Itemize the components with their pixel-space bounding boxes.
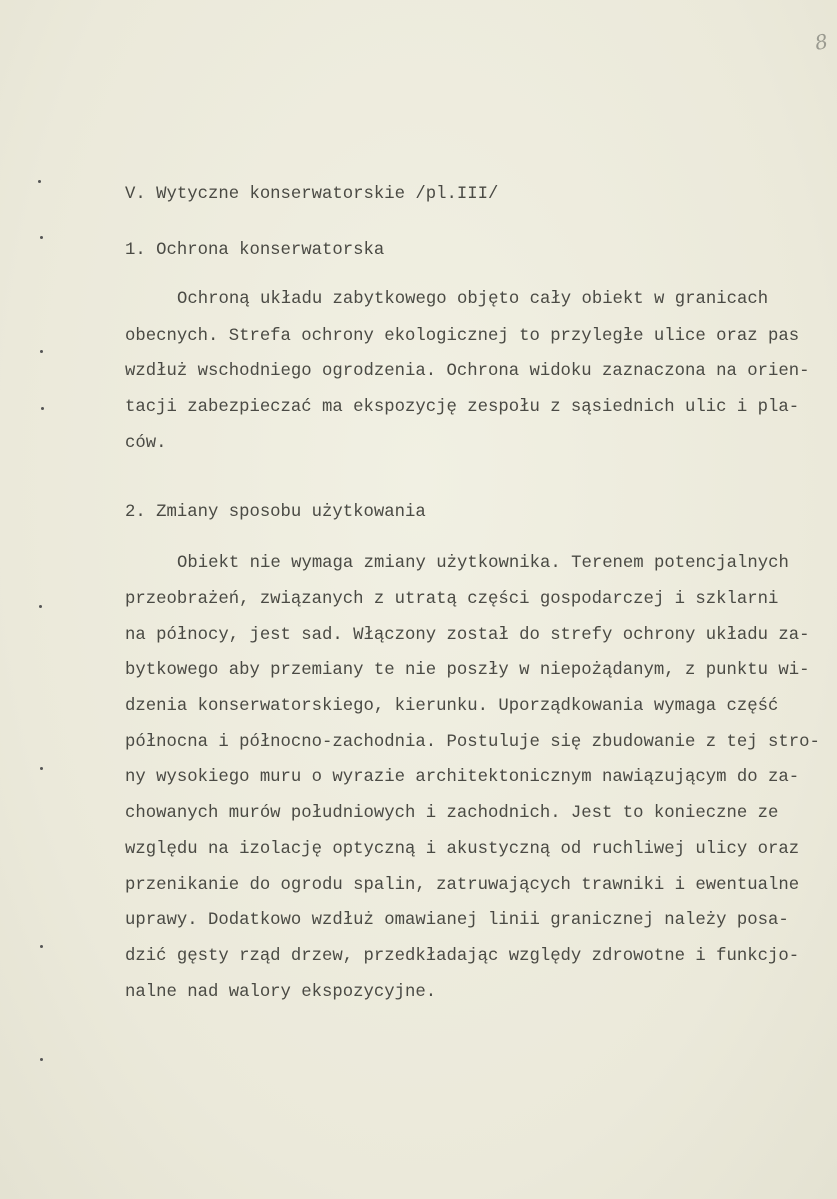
text-line: uprawy. Dodatkowo wzdłuż omawianej linii granicznej należy posa-: [125, 911, 789, 930]
text-line: północna i północno-zachodnia. Postuluje się zbudowanie z tej stro-: [125, 733, 820, 752]
margin-mark: [40, 350, 43, 353]
text-line: Ochroną układu zabytkowego objęto cały obiekt w granicach: [177, 290, 769, 309]
section-title: 2. Zmiany sposobu użytkowania: [125, 503, 426, 522]
margin-mark: [38, 180, 41, 183]
text-line: tacji zabezpieczać ma ekspozycję zespołu z sąsiednich ulic i pla-: [125, 398, 800, 417]
text-line: dzić gęsty rząd drzew, przedkładając względy zdrowotne i funkcjo-: [125, 947, 800, 966]
text-line: wzdłuż wschodniego ogrodzenia. Ochrona widoku zaznaczona na orien-: [125, 362, 810, 381]
margin-mark: [41, 407, 44, 410]
text-line: przenikanie do ogrodu spalin, zatruwających trawniki i ewentualne: [125, 876, 800, 895]
text-line: chowanych murów południowych i zachodnich. Jest to konieczne ze: [125, 804, 779, 823]
margin-mark: [40, 1058, 43, 1061]
margin-mark: [40, 767, 43, 770]
page-number: 8: [813, 29, 830, 55]
text-line: przeobrażeń, związanych z utratą części gospodarczej i szklarni: [125, 590, 779, 609]
margin-mark: [39, 605, 42, 608]
text-line: Obiekt nie wymaga zmiany użytkownika. Terenem potencjalnych: [177, 554, 789, 573]
text-line: ców.: [125, 434, 167, 453]
margin-mark: [40, 236, 43, 239]
text-line: nalne nad walory ekspozycyjne.: [125, 983, 437, 1002]
text-line: na północy, jest sad. Włączony został do strefy ochrony układu za-: [125, 626, 810, 645]
document-heading: V. Wytyczne konserwatorskie /pl.III/: [125, 185, 499, 204]
text-line: bytkowego aby przemiany te nie poszły w niepożądanym, z punktu wi-: [125, 661, 810, 680]
text-line: ny wysokiego muru o wyrazie architektonicznym nawiązującym do za-: [125, 768, 800, 787]
text-line: dzenia konserwatorskiego, kierunku. Uporządkowania wymaga część: [125, 697, 779, 716]
text-line: obecnych. Strefa ochrony ekologicznej to przyległe ulice oraz pas: [125, 327, 800, 346]
section-title: 1. Ochrona konserwatorska: [125, 241, 385, 260]
margin-mark: [40, 945, 43, 948]
text-line: względu na izolację optyczną i akustyczną od ruchliwej ulicy oraz: [125, 840, 800, 859]
